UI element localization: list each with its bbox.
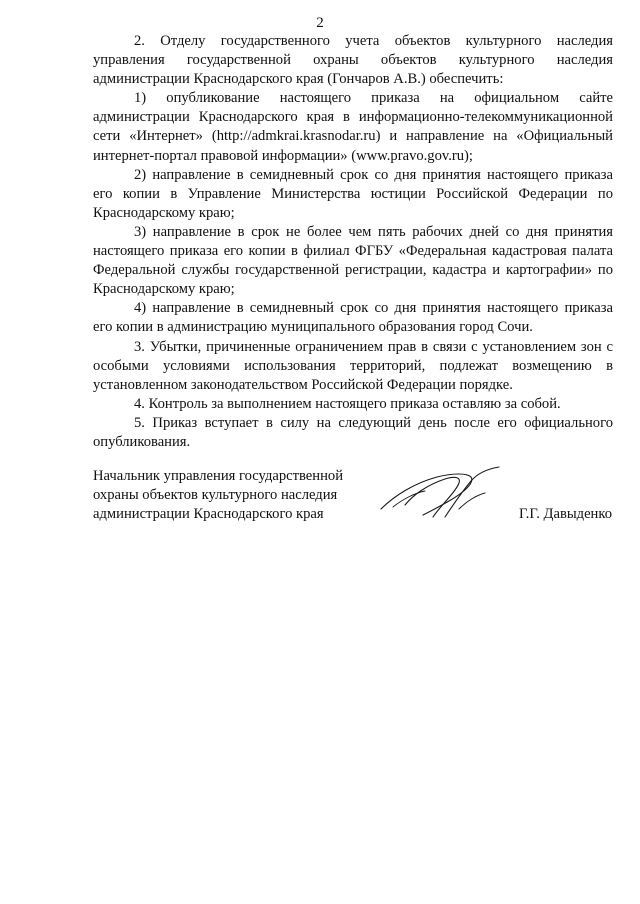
signatory-position-line: Начальник управления государственной (93, 468, 344, 484)
signatory-position (93, 467, 343, 524)
paragraph-item-2: 2. Отделу государственного учета объектов культурного наследия управления государственной охраны объектов культурного наследия администрации Краснодарского края (Гончаров А.В.) обеспечить: (93, 33, 613, 88)
signature-block (93, 467, 613, 527)
paragraph-item-3: 3. Убытки, причиненные ограничением прав в связи с установлением зон с особыми условиями использования территорий, подлежат возмещению в установленном законодательством Российской Федерации порядке. (93, 338, 613, 393)
paragraph-subitem-1: 1) опубликование настоящего приказа на официальном сайте администрации Краснодарского края в информационно-телекоммуникационной сети «Интернет» (http://admkrai.krasnodar.ru) и направление на «Официальный интернет-портал правовой информации» (www.pravo.gov.ru); (93, 90, 613, 164)
paragraph-subitem-4: 4) направление в семидневный срок со дня принятия настоящего приказа его копии в администрацию муниципального образования город Сочи. (93, 300, 613, 336)
paragraph-item-4: 4. Контроль за выполнением настоящего приказа оставляю за собой. (134, 395, 561, 412)
page-number: 2 (316, 15, 324, 31)
paragraph-subitem-3: 3) направление в срок не более чем пять рабочих дней со дня принятия настоящего приказа его копии в филиал ФГБУ «Федеральная кадастровая палата Федеральной службы государственной регистрации, кадастра и картографии» по Краснодарскому краю; (93, 223, 613, 298)
signatory-position-line: охраны объектов культурного наследия (93, 487, 338, 504)
document-body (93, 32, 613, 452)
paragraph-item-5: 5. Приказ вступает в силу на следующий день после его официального опубликования. (93, 414, 613, 450)
handwritten-signature (375, 465, 505, 521)
paragraph-subitem-2: 2) направление в семидневный срок со дня принятия настоящего приказа его копии в Управление Министерства юстиции Российской Федерации по Краснодарскому краю; (93, 166, 613, 221)
signatory-name: Г.Г. Давыденко (518, 506, 612, 522)
signatory-position-line: администрации Краснодарского края (93, 506, 324, 523)
